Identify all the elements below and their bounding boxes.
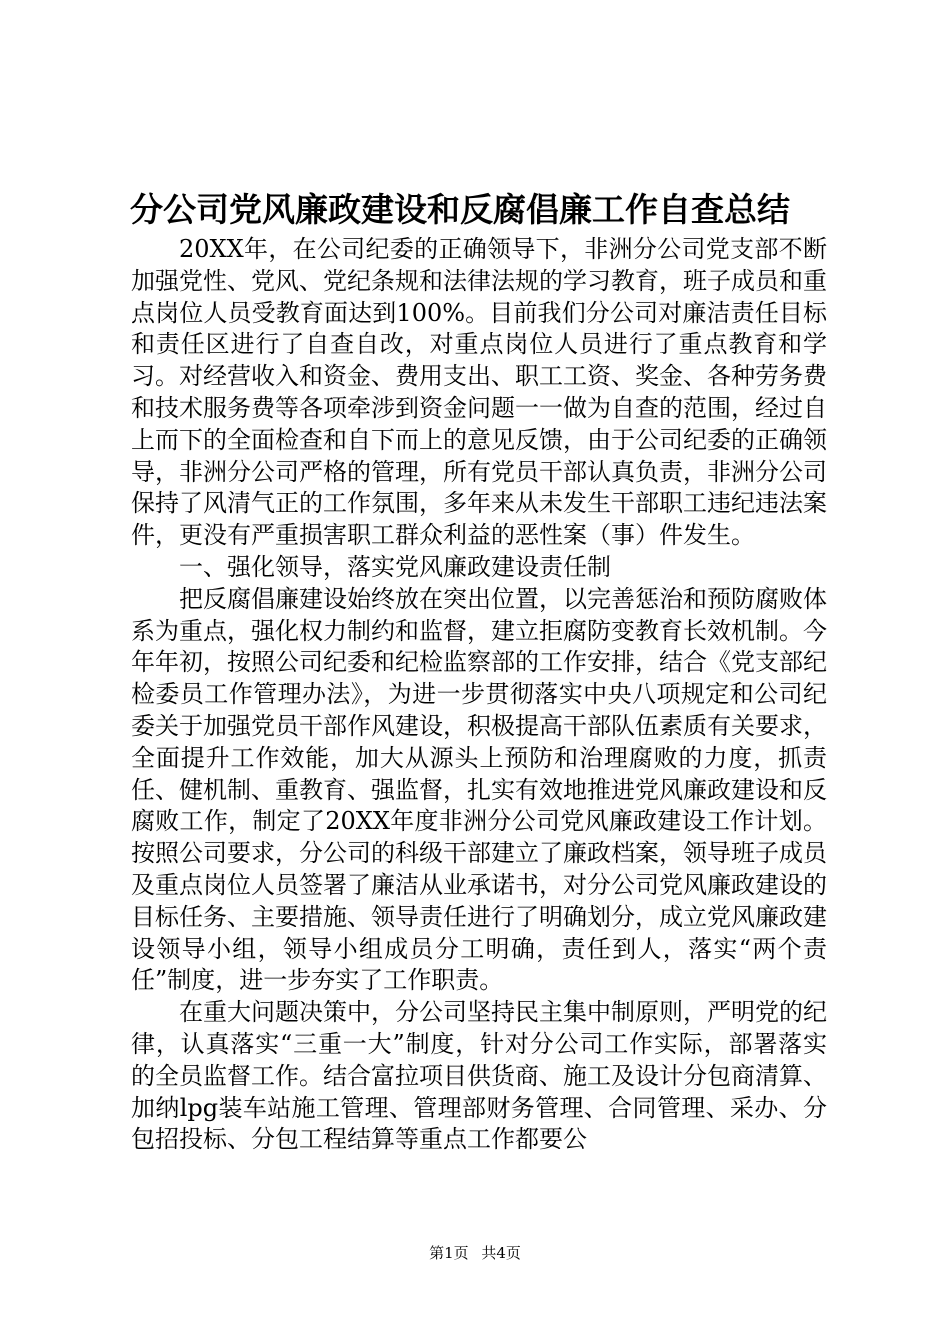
paragraph-intro: 20XX年，在公司纪委的正确领导下，非洲分公司党支部不断加强党性、党风、党纪条规和法律法规的学习教育，班子成员和重点岗位人员受教育面达到100%。目前我们分公司对廉洁责任目标和责任区进行了自查自改，对重点岗位人员进行了重点教育和学习。对经营收入和资金、费用支出、职工工资、奖金、各种劳务费和技术服务费等各项牵涉到资金问题一一做为自查的范围，经过自上而下的全面检查和自下而上的意见反馈，由于公司纪委的正确领导，非洲分公司严格的管理，所有党员干部认真负责，非洲分公司保持了风清气正的工作氛围，多年来从未发生干部职工违纪违法案件，更没有严重损害职工群众利益的恶性案（事）件发生。 — [131, 235, 827, 550]
paragraph-section-1: 把反腐倡廉建设始终放在突出位置，以完善惩治和预防腐败体系为重点，强化权力制约和监督，建立拒腐防变教育长效机制。今年年初，按照公司纪委和纪检监察部的工作安排，结合《党支部纪检委员工作管理办法》，为进一步贯彻落实中央八项规定和公司纪委关于加强党员干部作风建设，积极提高干部队伍素质有关要求，全面提升工作效能，加大从源头上预防和治理腐败的力度，抓责任、健机制、重教育、强监督，扎实有效地推进党风廉政建设和反腐败工作，制定了20XX年度非洲分公司党风廉政建设工作计划。按照公司要求，分公司的科级干部建立了廉政档案，领导班子成员及重点岗位人员签署了廉洁从业承诺书，对分公司党风廉政建设的目标任务、主要措施、领导责任进行了明确划分，成立党风廉政建设领导小组，领导小组成员分工明确，责任到人，落实“两个责任”制度，进一步夯实了工作职责。 — [131, 584, 827, 995]
document-body — [131, 234, 827, 1156]
paragraph-decision: 在重大问题决策中，分公司坚持民主集中制原则，严明党的纪律，认真落实“三重一大”制度，针对分公司工作实际，部署落实的全员监督工作。结合富拉项目供货商、施工及设计分包商清算、加纳lpg装车站施工管理、管理部财务管理、合同管理、采办、分包招投标、分包工程结算等重点工作都要公 — [131, 998, 827, 1154]
section-heading-1: 一、强化领导，落实党风廉政建设责任制 — [179, 552, 611, 581]
page-footer — [0, 1243, 950, 1263]
page-number: 第1页 — [429, 1244, 469, 1262]
page-total: 共4页 — [481, 1244, 521, 1262]
document-title: 分公司党风廉政建设和反腐倡廉工作自查总结 — [130, 190, 790, 229]
